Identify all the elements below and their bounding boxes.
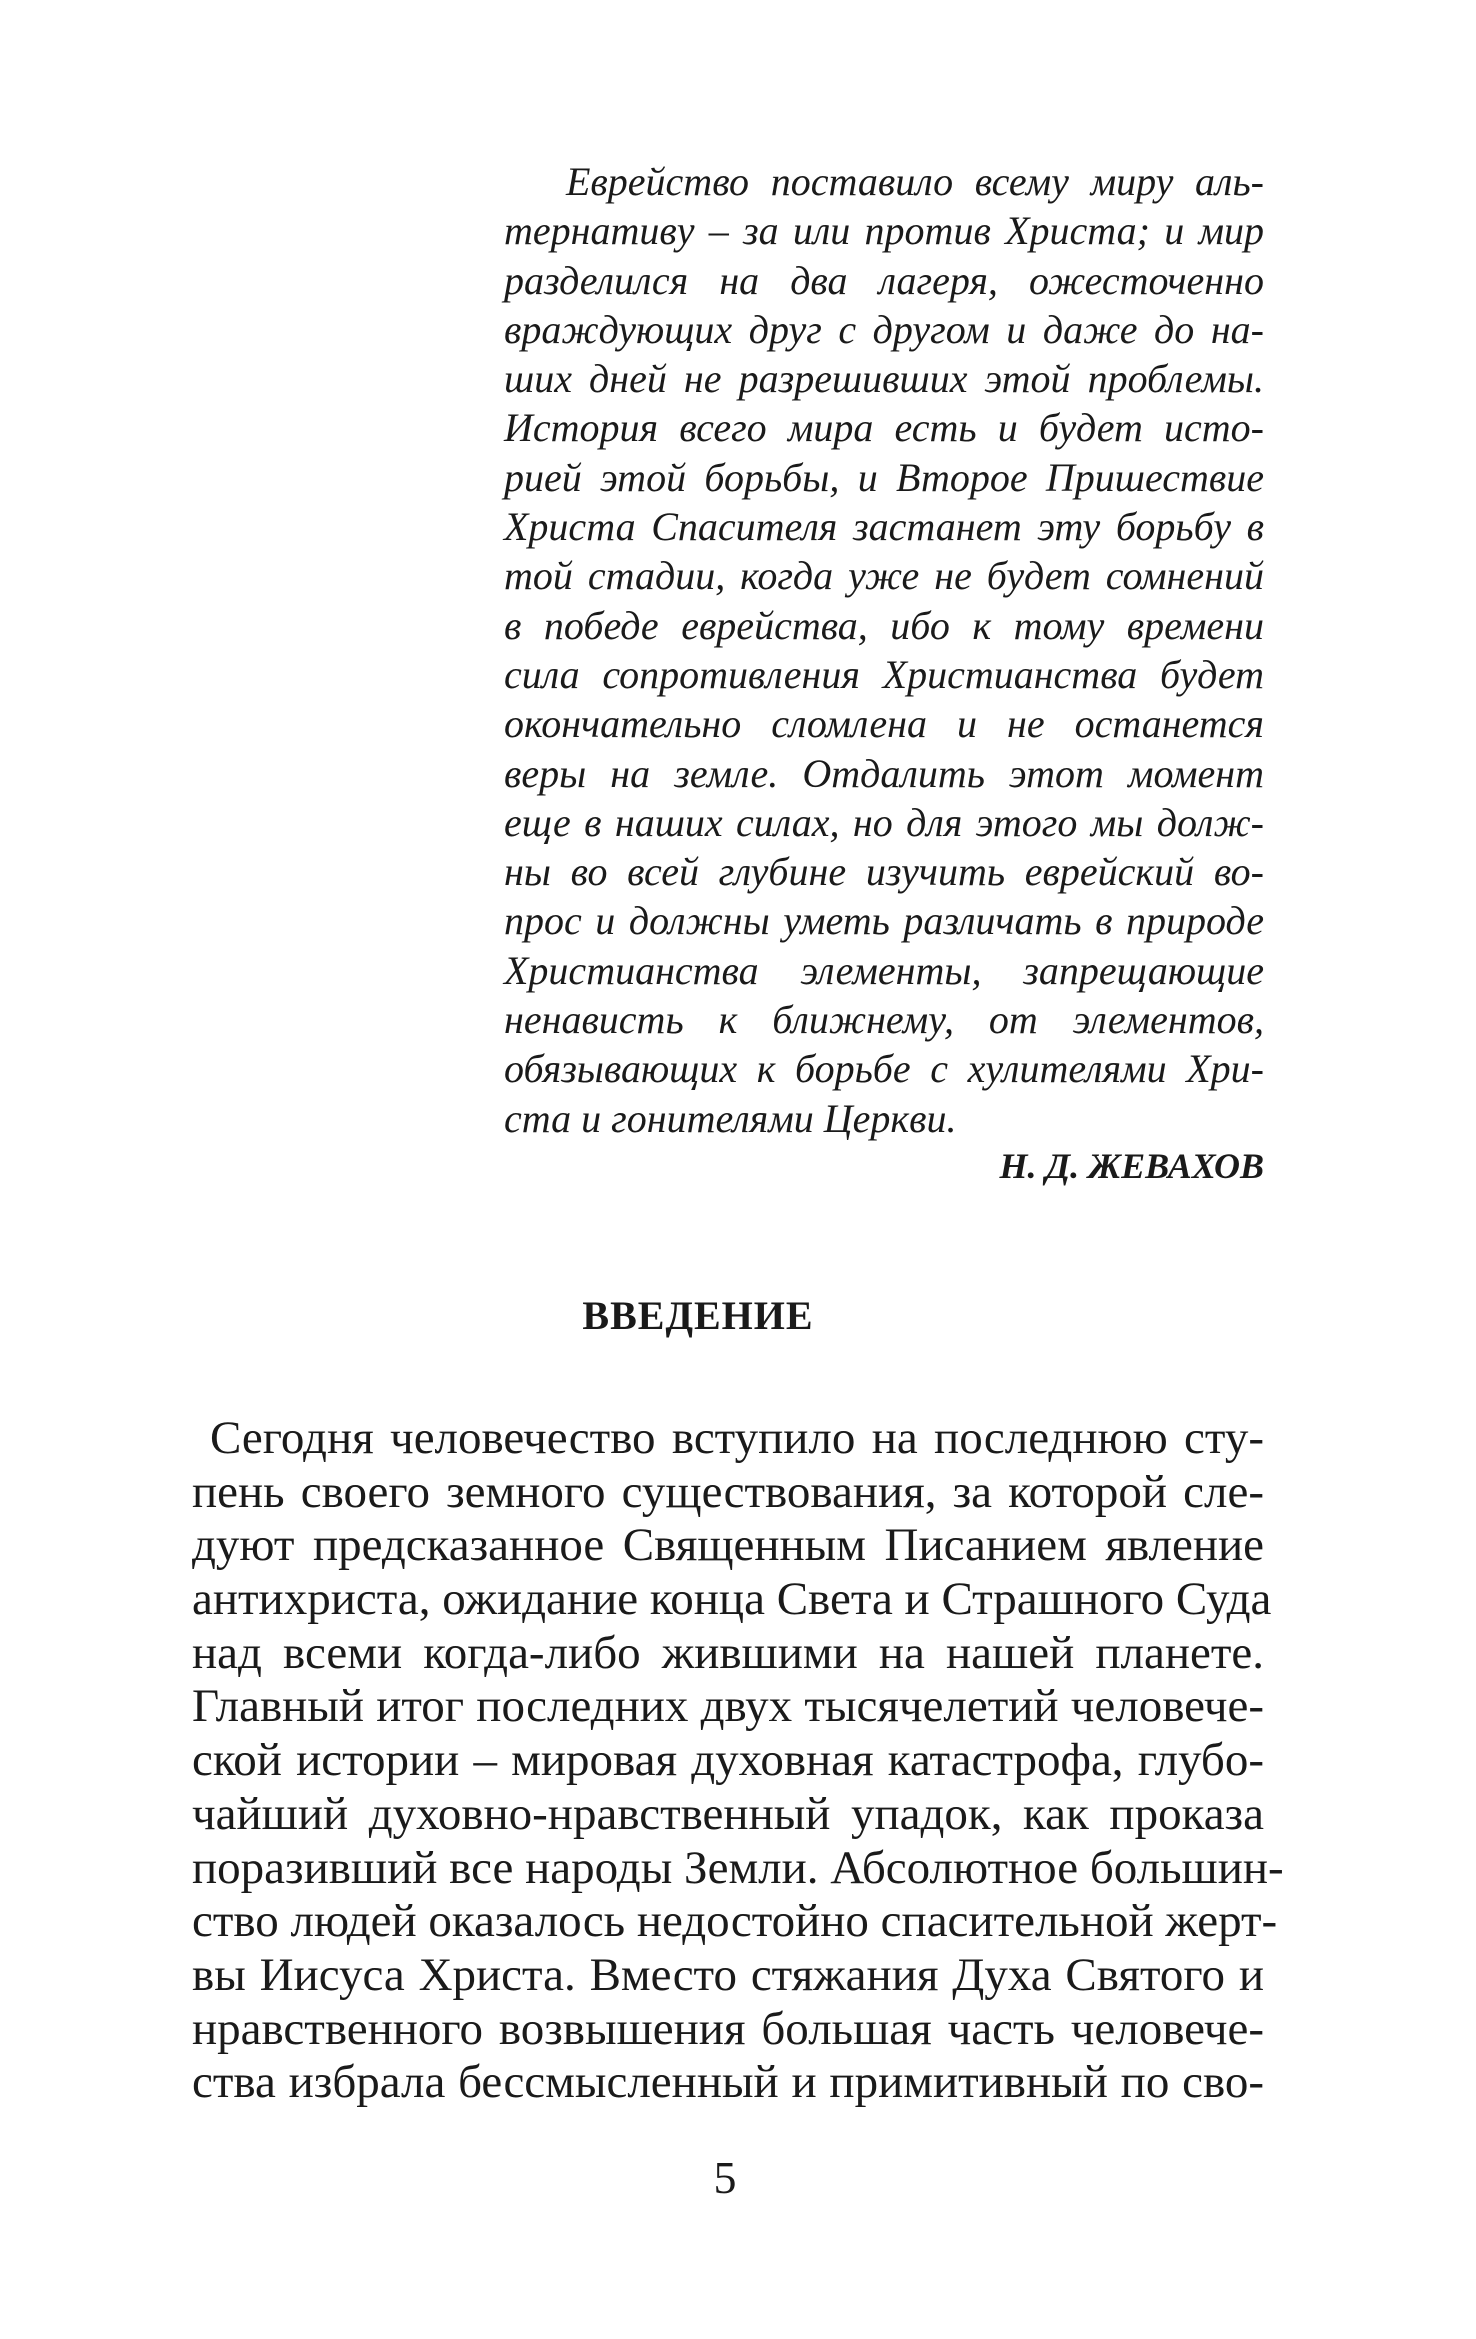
paragraph-line: антихриста, ожидание конца Света и Страшного Суда <box>192 1573 1272 1626</box>
paragraph-line: ство людей оказалось недостойно спасительной жерт- <box>192 1895 1278 1948</box>
epigraph-line: враждующих друг с другом и даже до на- <box>504 306 1264 352</box>
body-paragraph <box>192 1412 1284 2110</box>
paragraph-line: дуют предсказанное Священным Писанием явление <box>192 1519 1264 1572</box>
epigraph-line: ненависть к ближнему, от элементов, <box>504 997 1264 1043</box>
paragraph-line: Сегодня человечество вступило на последнюю сту- <box>210 1412 1264 1464</box>
page-number: 5 <box>713 2152 737 2203</box>
epigraph <box>504 157 1264 1143</box>
paragraph-line: ской истории – мировая духовная катастрофа, глубо- <box>192 1734 1264 1787</box>
epigraph-line: ны во всей глубине изучить еврейский во- <box>504 849 1264 895</box>
epigraph-line: История всего мира есть и будет исто- <box>504 405 1264 451</box>
epigraph-line: рией этой борьбы, и Второе Пришествие <box>504 454 1264 500</box>
epigraph-line: обязывающих к борьбе с хулителями Хри- <box>504 1046 1264 1092</box>
epigraph-line: ших дней не разрешивших этой проблемы. <box>504 356 1264 402</box>
paragraph-line: чайший духовно-нравственный упадок, как проказа <box>192 1787 1264 1840</box>
paragraph-line: над всеми когда-либо жившими на нашей планете. <box>192 1626 1264 1679</box>
epigraph-line: той стадии, когда уже не будет сомнений <box>504 553 1264 599</box>
epigraph-line: окончательно сломлена и не останется <box>504 701 1264 747</box>
epigraph-line: в победе еврейства, ибо к тому времени <box>504 602 1264 648</box>
paragraph-line: вы Иисуса Христа. Вместо стяжания Духа Святого и <box>192 1948 1264 2001</box>
epigraph-line: Христианства элементы, запрещающие <box>504 947 1264 993</box>
epigraph-attribution: Н. Д. ЖЕВАХОВ <box>999 1146 1264 1186</box>
section-heading: ВВЕДЕНИЕ <box>582 1293 814 1338</box>
paragraph-line: пень своего земного существования, за которой сле- <box>192 1465 1264 1518</box>
epigraph-line: Еврейство поставило всему миру аль- <box>566 159 1264 204</box>
epigraph-line: ста и гонителями Церкви. <box>504 1095 957 1141</box>
epigraph-line: разделился на два лагеря, ожесточенно <box>504 257 1264 303</box>
epigraph-line: веры на земле. Отдалить этот момент <box>504 750 1264 796</box>
epigraph-line: сила сопротивления Христианства будет <box>504 651 1264 697</box>
paragraph-line: поразивший все народы Земли. Абсолютное большин- <box>192 1841 1284 1894</box>
epigraph-line: прос и должны уметь различать в природе <box>504 898 1264 944</box>
epigraph-line: еще в наших силах, но для этого мы долж- <box>504 799 1264 845</box>
paragraph-line: ства избрала бессмысленный и примитивный по сво- <box>192 2056 1264 2109</box>
epigraph-line: Христа Спасителя застанет эту борьбу в <box>504 504 1264 550</box>
epigraph-line: тернативу – за или против Христа; и мир <box>504 208 1264 254</box>
paragraph-line: нравственного возвышения большая часть человече- <box>192 2002 1264 2055</box>
paragraph-line: Главный итог последних двух тысячелетий человече- <box>192 1680 1264 1733</box>
